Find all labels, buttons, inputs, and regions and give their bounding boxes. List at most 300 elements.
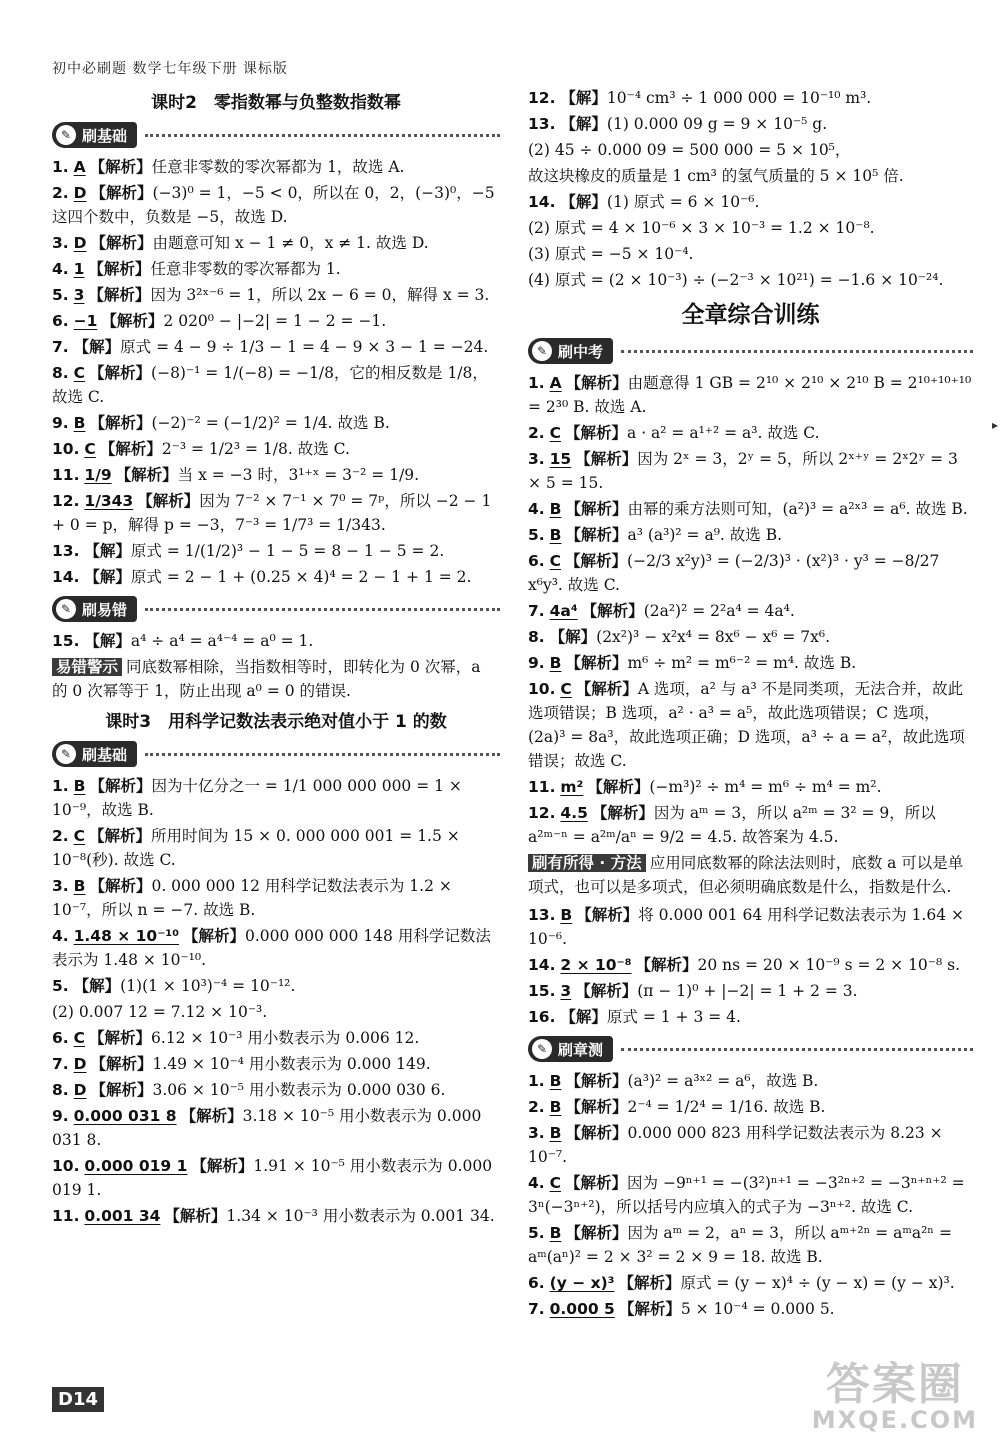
item-answer: D — [73, 234, 87, 252]
answer-item — [528, 903, 973, 951]
item-label: 【解析】 — [576, 905, 639, 924]
item-text: a⁴ ÷ a⁴ = a⁴⁻⁴ = a⁰ = 1. — [130, 632, 314, 650]
item-text: 由幂的乘方法则可知，(a²)³ = a²ˣ³ = a⁶. 故选 B. — [627, 500, 968, 518]
dotted-divider — [621, 350, 973, 353]
pencil-icon: ✎ — [532, 341, 552, 361]
item-text: 原式 = (y − x)⁴ ÷ (y − x) = (y − x)³. — [680, 1274, 955, 1292]
item-number: 4. — [52, 927, 69, 945]
answer-item — [52, 974, 500, 998]
item-number: 6. — [52, 1029, 69, 1047]
item-text: 20 ns = 20 × 10⁻⁹ s = 2 × 10⁻⁸ s. — [697, 956, 960, 974]
item-label: 【解析】 — [101, 311, 164, 330]
item-answer: C — [73, 827, 86, 845]
item-label: 【解析】 — [565, 373, 628, 392]
item-text: A 选项，a² 与 a³ 不是同类项，无法合并，故此选项错误；B 选项，a² · a³ = a⁵，故此选项错误；C 选项，(2a)³ = 8a³，故此选项正确；D 选项，a³ ÷ a = a²，故此选项错误；故选 C. — [528, 680, 965, 770]
item-number: 12. — [52, 492, 80, 510]
tag-row — [528, 1035, 973, 1063]
item-number: 7. — [52, 1055, 69, 1073]
item-text: 因为 7⁻² × 7⁻¹ × 7⁰ = 7ᵖ，所以 −2 − 1 + 0 = p，解得 p = −3，7⁻³ = 1/7³ = 1/343. — [52, 492, 492, 534]
item-label: 【解析】 — [635, 955, 698, 974]
answer-list — [528, 371, 973, 849]
item-number: 5. — [528, 526, 545, 544]
item-text: (−3)⁰ = 1，−5 < 0，所以在 0，2，(−3)⁰，−5 这四个数中，负数是 −5，故选 D. — [52, 184, 495, 226]
item-label: 【解析】 — [565, 525, 628, 544]
section-title-lesson3: 课时3 用科学记数法表示绝对值小于 1 的数 — [105, 712, 447, 732]
answer-item — [528, 112, 973, 136]
item-label: 【解析】 — [164, 1206, 227, 1225]
item-answer: 1/9 — [84, 466, 112, 484]
page-number: D14 — [52, 1387, 104, 1412]
item-number: 15. — [528, 982, 556, 1000]
answer-item — [52, 629, 500, 653]
section-tag — [52, 596, 137, 622]
item-text: (2) 0.007 12 = 7.12 × 10⁻³. — [52, 1003, 268, 1021]
item-text: 所用时间为 15 × 0. 000 000 001 = 1.5 × 10⁻⁸(秒). 故选 C. — [52, 827, 460, 869]
item-text: 由题意可知 x − 1 ≠ 0，x ≠ 1. 故选 D. — [152, 234, 429, 252]
warning-note — [52, 655, 500, 703]
item-text: 故这块橡皮的质量是 1 cm³ 的氢气质量的 5 × 10⁵ 倍. — [528, 167, 904, 185]
item-label: 【解析】 — [90, 1054, 153, 1073]
answer-item — [528, 625, 973, 649]
item-label: 【解析】 — [565, 499, 628, 518]
item-text: 1.49 × 10⁻⁴ 用小数表示为 0.000 149. — [152, 1055, 431, 1073]
answer-item — [528, 268, 973, 292]
section-tag — [52, 122, 137, 148]
item-text: 0.000 000 823 用科学记数法表示为 8.23 × 10⁻⁷. — [528, 1124, 943, 1166]
item-answer: 0.000 019 1 — [84, 1157, 188, 1175]
item-label: 【解析】 — [90, 233, 153, 252]
item-text: 6.12 × 10⁻³ 用小数表示为 0.006 12. — [151, 1029, 420, 1047]
item-number: 8. — [528, 628, 545, 646]
pencil-icon: ✎ — [532, 1039, 552, 1059]
item-text: 原式 = 1/(1/2)³ − 1 − 5 = 8 − 1 − 5 = 2. — [130, 542, 445, 560]
item-number: 1. — [528, 1072, 545, 1090]
item-text: a · a² = a¹⁺² = a³. 故选 C. — [627, 424, 820, 442]
answer-item — [52, 489, 500, 537]
answer-item — [528, 677, 973, 773]
item-text: 因为 aᵐ = 2，aⁿ = 3，所以 aᵐ⁺²ⁿ = aᵐa²ⁿ = aᵐ(aⁿ)² = 2 × 3² = 2 × 9 = 18. 故选 B. — [528, 1224, 952, 1266]
answer-item — [528, 447, 973, 495]
running-header: 初中必刷题 数学七年级下册 课标版 — [52, 61, 288, 77]
answer-item — [52, 411, 500, 435]
section-tag — [528, 1036, 613, 1062]
item-label: 【解析】 — [89, 826, 152, 845]
item-label: 【解析】 — [180, 1106, 243, 1125]
answer-item — [52, 1078, 500, 1102]
item-label: 【解析】 — [89, 413, 152, 432]
item-text: 0. 000 000 12 用科学记数法表示为 1.2 × 10⁻⁷，所以 n = −7. 故选 B. — [52, 877, 452, 919]
item-label: 【解】 — [84, 631, 131, 650]
item-answer: B — [560, 906, 573, 924]
answer-item — [52, 774, 500, 822]
item-text: 原式 = 2 − 1 + (0.25 × 4)⁴ = 2 − 1 + 1 = 2. — [130, 568, 472, 586]
item-label: 【解析】 — [575, 449, 638, 468]
section-tag — [52, 741, 137, 767]
item-answer: 4.5 — [560, 804, 588, 822]
item-label: 【解析】 — [565, 653, 628, 672]
item-label: 【解析】 — [89, 157, 152, 176]
dotted-divider — [145, 134, 500, 137]
item-answer: C — [73, 364, 86, 382]
item-answer: C — [549, 552, 562, 570]
answer-item — [528, 216, 973, 240]
answer-item — [52, 1026, 500, 1050]
answer-item — [52, 824, 500, 872]
item-text: 因为 aᵐ = 3，所以 a²ᵐ = 3² = 9，所以 a²ᵐ⁻ⁿ = a²ᵐ/aⁿ = 9/2 = 4.5. 故答案为 4.5. — [528, 804, 936, 846]
item-number: 10. — [52, 440, 80, 458]
item-text: 10⁻⁴ cm³ ÷ 1 000 000 = 10⁻¹⁰ m³. — [606, 89, 872, 107]
item-text: 原式 = 1 + 3 = 4. — [606, 1008, 741, 1026]
item-answer: 2 × 10⁻⁸ — [560, 956, 632, 974]
item-label: 【解析】 — [565, 1123, 628, 1142]
item-text: (1) 原式 = 6 × 10⁻⁶. — [606, 193, 760, 211]
tag-row — [52, 121, 500, 149]
item-label: 【解】 — [560, 192, 607, 211]
note-text: 应用同底数幂的除法法则时，底数 a 可以是单项式，也可以是多项式，但必须明确底数是什么，指数是什么. — [528, 854, 964, 896]
item-label: 【解】 — [73, 976, 121, 995]
item-text: (a³)² = a³ˣ² = a⁶，故选 B. — [627, 1072, 819, 1090]
item-label: 【解析】 — [565, 1173, 628, 1192]
section-tag-label: 刷中考 — [558, 342, 604, 361]
answer-item — [528, 953, 973, 977]
item-answer: m² — [560, 778, 584, 796]
item-text: 0.000 000 000 148 用科学记数法表示为 1.48 × 10⁻¹⁰. — [52, 927, 491, 969]
item-label: 【解析】 — [137, 491, 200, 510]
answer-item — [528, 1121, 973, 1169]
item-text: 3.18 × 10⁻⁵ 用小数表示为 0.000 031 8. — [52, 1107, 482, 1149]
answer-list — [52, 774, 500, 1228]
item-number: 1. — [528, 374, 545, 392]
item-answer: B — [549, 1098, 562, 1116]
answer-item — [528, 523, 973, 547]
item-number: 9. — [52, 1107, 69, 1125]
item-text: (2) 45 ÷ 0.000 09 = 500 000 = 5 × 10⁵， — [528, 141, 851, 159]
item-number: 7. — [528, 1300, 545, 1318]
answer-item — [528, 86, 973, 110]
item-text: 原式 = 4 − 9 ÷ 1/3 − 1 = 4 − 9 × 3 − 1 = −24. — [120, 338, 489, 356]
item-text: 5 × 10⁻⁴ = 0.000 5. — [680, 1300, 835, 1318]
answer-item — [528, 1221, 973, 1269]
item-answer: 1.48 × 10⁻¹⁰ — [73, 927, 179, 945]
answer-item — [528, 979, 973, 1003]
answer-item — [528, 242, 973, 266]
item-label: 【解】 — [549, 627, 597, 646]
item-text: 任意非零数的零次幂都为 1，故选 A. — [151, 158, 405, 176]
edge-mark-icon: ▸ — [991, 418, 998, 432]
section-tag-label: 刷易错 — [82, 600, 128, 619]
item-number: 14. — [528, 956, 556, 974]
item-number: 6. — [528, 1274, 545, 1292]
answer-item — [528, 801, 973, 849]
answer-item — [528, 138, 973, 162]
answer-list — [528, 903, 973, 1029]
item-number: 15. — [52, 632, 80, 650]
item-answer: B — [73, 877, 86, 895]
item-answer: C — [84, 440, 96, 458]
item-label: 【解析】 — [575, 981, 638, 1000]
item-answer: C — [549, 424, 562, 442]
pencil-icon: ✎ — [56, 599, 76, 619]
section-tag-label: 刷基础 — [82, 126, 128, 145]
item-label: 【解析】 — [575, 679, 638, 698]
answer-item — [528, 1005, 973, 1029]
item-text: (−2)⁻² = (−1/2)² = 1/4. 故选 B. — [151, 414, 390, 432]
answer-item — [528, 1271, 973, 1295]
item-number: 13. — [528, 906, 556, 924]
note-tag: 易错警示 — [52, 658, 122, 676]
item-text: (4) 原式 = (2 × 10⁻³) ÷ (−2⁻³ × 10²¹) = −1.6 × 10⁻²⁴. — [528, 271, 944, 289]
item-text: (1) 0.000 09 g = 9 × 10⁻⁵ g. — [606, 115, 828, 133]
item-label: 【解析】 — [565, 1071, 628, 1090]
answer-item — [52, 924, 500, 972]
item-number: 6. — [528, 552, 545, 570]
item-number: 7. — [52, 338, 69, 356]
section-tag-label: 刷章测 — [558, 1040, 604, 1059]
item-number: 3. — [52, 877, 69, 895]
item-number: 11. — [528, 778, 556, 796]
item-number: 11. — [52, 466, 80, 484]
answer-item — [52, 874, 500, 922]
item-number: 16. — [528, 1008, 556, 1026]
tag-row — [52, 740, 500, 768]
item-answer: 0.000 5 — [549, 1300, 615, 1318]
left-column — [52, 86, 500, 1230]
answer-list — [52, 629, 500, 653]
answer-item — [528, 164, 973, 188]
item-answer: D — [73, 184, 87, 202]
section-tag-label: 刷基础 — [82, 745, 128, 764]
item-number: 2. — [528, 424, 545, 442]
item-text: (3) 原式 = −5 × 10⁻⁴. — [528, 245, 694, 263]
section-title-lesson2: 课时2 零指数幂与负整数指数幂 — [151, 93, 401, 113]
item-text: (−2/3 x²y)³ = (−2/3)³ · (x²)³ · y³ = −8/27 x⁶y³. 故选 C. — [528, 552, 940, 594]
item-label: 【解析】 — [89, 1028, 152, 1047]
answer-item — [528, 497, 973, 521]
answer-item — [52, 155, 500, 179]
pencil-icon: ✎ — [56, 744, 76, 764]
item-number: 10. — [52, 1157, 80, 1175]
item-answer: 1/343 — [84, 492, 134, 510]
answer-item — [528, 1069, 973, 1093]
method-note — [528, 851, 973, 899]
item-number: 2. — [52, 184, 69, 202]
item-text: 1.91 × 10⁻⁵ 用小数表示为 0.000 019 1. — [52, 1157, 493, 1199]
item-answer: D — [73, 1081, 87, 1099]
item-answer: B — [549, 1072, 562, 1090]
note-tag: 刷有所得 · 方法 — [528, 854, 646, 872]
item-text: 任意非零数的零次幂都为 1. — [150, 260, 341, 278]
item-label: 【解析】 — [182, 926, 245, 945]
pencil-icon: ✎ — [56, 125, 76, 145]
answer-item — [528, 651, 973, 675]
item-label: 【解】 — [84, 567, 131, 586]
item-number: 7. — [528, 602, 545, 620]
answer-item — [528, 599, 973, 623]
answer-item — [52, 283, 500, 307]
item-text: 当 x = −3 时，3¹⁺ˣ = 3⁻² = 1/9. — [177, 466, 420, 484]
answer-item — [52, 1000, 500, 1024]
item-label: 【解析】 — [565, 423, 628, 442]
item-text: 2 020⁰ − |−2| = 1 − 2 = −1. — [163, 312, 387, 330]
answer-list — [52, 155, 500, 589]
item-answer: B — [549, 500, 562, 518]
item-text: 因为 −9ⁿ⁺¹ = −(3²)ⁿ⁺¹ = −3²ⁿ⁺² = −3ⁿ⁺ⁿ⁺² = 3ⁿ(−3ⁿ⁺²)，所以括号内应填入的式子为 −3ⁿ⁺². 故选 C. — [528, 1174, 965, 1216]
answer-item — [52, 565, 500, 589]
item-answer: C — [73, 1029, 86, 1047]
item-answer: D — [73, 1055, 87, 1073]
item-number: 4. — [528, 1174, 545, 1192]
item-number: 3. — [52, 234, 69, 252]
item-number: 5. — [52, 286, 69, 304]
item-number: 4. — [52, 260, 69, 278]
item-number: 6. — [52, 312, 69, 330]
item-label: 【解析】 — [99, 439, 162, 458]
item-number: 3. — [528, 450, 545, 468]
item-answer: B — [549, 654, 562, 672]
answer-item — [52, 1204, 500, 1228]
item-label: 【解析】 — [565, 1223, 628, 1242]
answer-item — [52, 1104, 500, 1152]
answer-item — [52, 257, 500, 281]
item-label: 【解析】 — [90, 183, 153, 202]
item-answer: C — [560, 680, 572, 698]
item-answer: B — [73, 414, 86, 432]
answer-item — [52, 335, 500, 359]
dotted-divider — [145, 753, 500, 756]
item-number: 5. — [52, 977, 69, 995]
item-text: (−m³)² ÷ m⁴ = m⁶ ÷ m⁴ = m². — [649, 778, 882, 796]
item-answer: −1 — [73, 312, 98, 330]
item-label: 【解析】 — [618, 1273, 681, 1292]
item-answer: 0.001 34 — [84, 1207, 161, 1225]
item-number: 14. — [52, 568, 80, 586]
chapter-title: 全章综合训练 — [681, 302, 820, 328]
item-answer: 3 — [560, 982, 572, 1000]
item-number: 8. — [52, 1081, 69, 1099]
item-text: 2⁻³ = 1/2³ = 1/8. 故选 C. — [161, 440, 350, 458]
item-number: 12. — [528, 804, 556, 822]
item-label: 【解析】 — [618, 1299, 681, 1318]
item-text: (2x²)³ − x²x⁴ = 8x⁶ − x⁶ = 7x⁶. — [596, 628, 831, 646]
dotted-divider — [621, 1048, 973, 1051]
item-text: 因为十亿分之一 = 1/1 000 000 000 = 1 × 10⁻⁹，故选 B. — [52, 777, 462, 819]
item-text: 因为 2ˣ = 3，2ʸ = 5，所以 2ˣ⁺ʸ = 2ˣ2ʸ = 3 × 5 = 15. — [528, 450, 958, 492]
item-answer: B — [549, 1224, 562, 1242]
item-answer: B — [549, 1124, 562, 1142]
dotted-divider — [145, 608, 500, 611]
answer-item — [52, 1052, 500, 1076]
item-text: 将 0.000 001 64 用科学记数法表示为 1.64 × 10⁻⁶. — [528, 906, 964, 948]
item-text: (2) 原式 = 4 × 10⁻⁶ × 3 × 10⁻³ = 1.2 × 10⁻⁸. — [528, 219, 875, 237]
watermark-url: MXQE.COM — [811, 1406, 978, 1434]
item-text: (−8)⁻¹ = 1/(−8) = −1/8，它的相反数是 1/8，故选 C. — [52, 364, 488, 406]
item-number: 1. — [52, 777, 69, 795]
item-answer: 3 — [73, 286, 85, 304]
item-text: m⁶ ÷ m² = m⁶⁻² = m⁴. 故选 B. — [627, 654, 857, 672]
item-label: 【解】 — [560, 1007, 607, 1026]
item-label: 【解析】 — [591, 803, 654, 822]
item-text: 由题意得 1 GB = 2¹⁰ × 2¹⁰ × 2¹⁰ B = 2¹⁰⁺¹⁰⁺¹⁰ = 2³⁰ B. 故选 A. — [528, 374, 972, 416]
item-label: 【解析】 — [90, 1080, 153, 1099]
item-answer: A — [73, 158, 86, 176]
item-number: 4. — [528, 500, 545, 518]
item-number: 13. — [52, 542, 80, 560]
answer-list — [528, 1069, 973, 1321]
item-answer: 15 — [549, 450, 572, 468]
item-number: 5. — [528, 1224, 545, 1242]
answer-item — [528, 371, 973, 419]
item-number: 13. — [528, 115, 556, 133]
item-number: 12. — [528, 89, 556, 107]
item-text: 3.06 × 10⁻⁵ 用小数表示为 0.000 030 6. — [152, 1081, 446, 1099]
answer-item — [52, 539, 500, 563]
answer-item — [52, 231, 500, 255]
watermark-logo-text: 答案圈 — [825, 1359, 964, 1410]
answer-item — [52, 1154, 500, 1202]
item-answer: B — [73, 777, 86, 795]
item-number: 2. — [528, 1098, 545, 1116]
item-text: (2a²)² = 2²a⁴ = 4a⁴. — [643, 602, 795, 620]
item-text: 因为 3²ˣ⁻⁶ = 1，所以 2x − 6 = 0，解得 x = 3. — [150, 286, 490, 304]
item-label: 【解析】 — [565, 551, 628, 570]
item-text: (π − 1)⁰ + |−2| = 1 + 2 = 3. — [637, 982, 858, 1000]
watermark — [812, 1348, 978, 1434]
answer-item — [528, 190, 973, 214]
answer-item — [528, 1171, 973, 1219]
answer-item — [52, 361, 500, 409]
item-number: 2. — [52, 827, 69, 845]
item-number: 1. — [52, 158, 69, 176]
answer-list — [528, 86, 973, 292]
answer-item — [52, 463, 500, 487]
item-answer: 4a⁴ — [549, 602, 578, 620]
item-label: 【解】 — [560, 88, 607, 107]
item-number: 10. — [528, 680, 556, 698]
tag-row — [528, 337, 973, 365]
answer-item — [52, 437, 500, 461]
item-label: 【解】 — [560, 114, 607, 133]
tag-row — [52, 595, 500, 623]
answer-item — [52, 181, 500, 229]
item-text: (1)(1 × 10³)⁻⁴ = 10⁻¹². — [120, 977, 296, 995]
item-label: 【解析】 — [88, 259, 151, 278]
item-label: 【解析】 — [89, 776, 152, 795]
item-label: 【解析】 — [587, 777, 650, 796]
right-column — [528, 86, 973, 1323]
item-label: 【解析】 — [565, 1097, 628, 1116]
item-answer: 0.000 031 8 — [73, 1107, 177, 1125]
answer-item — [528, 421, 973, 445]
item-label: 【解】 — [73, 337, 121, 356]
item-number: 8. — [52, 364, 69, 382]
item-label: 【解析】 — [88, 285, 151, 304]
item-label: 【解】 — [84, 541, 131, 560]
item-number: 3. — [528, 1124, 545, 1142]
item-label: 【解析】 — [115, 465, 178, 484]
item-answer: B — [549, 526, 562, 544]
item-label: 【解析】 — [89, 363, 152, 382]
item-answer: A — [549, 374, 562, 392]
answer-item — [528, 1297, 973, 1321]
item-text: 1.34 × 10⁻³ 用小数表示为 0.001 34. — [226, 1207, 495, 1225]
answer-item — [528, 1095, 973, 1119]
item-label: 【解析】 — [581, 601, 644, 620]
item-answer: (y − x)³ — [549, 1274, 615, 1292]
item-answer: C — [549, 1174, 562, 1192]
note-text: 同底数幂相除，当指数相等时，即转化为 0 次幂，a 的 0 次幂等于 1，防止出现 a⁰ = 0 的错误. — [52, 658, 481, 700]
item-text: a³ (a³)² = a⁹. 故选 B. — [627, 526, 783, 544]
item-number: 9. — [52, 414, 69, 432]
